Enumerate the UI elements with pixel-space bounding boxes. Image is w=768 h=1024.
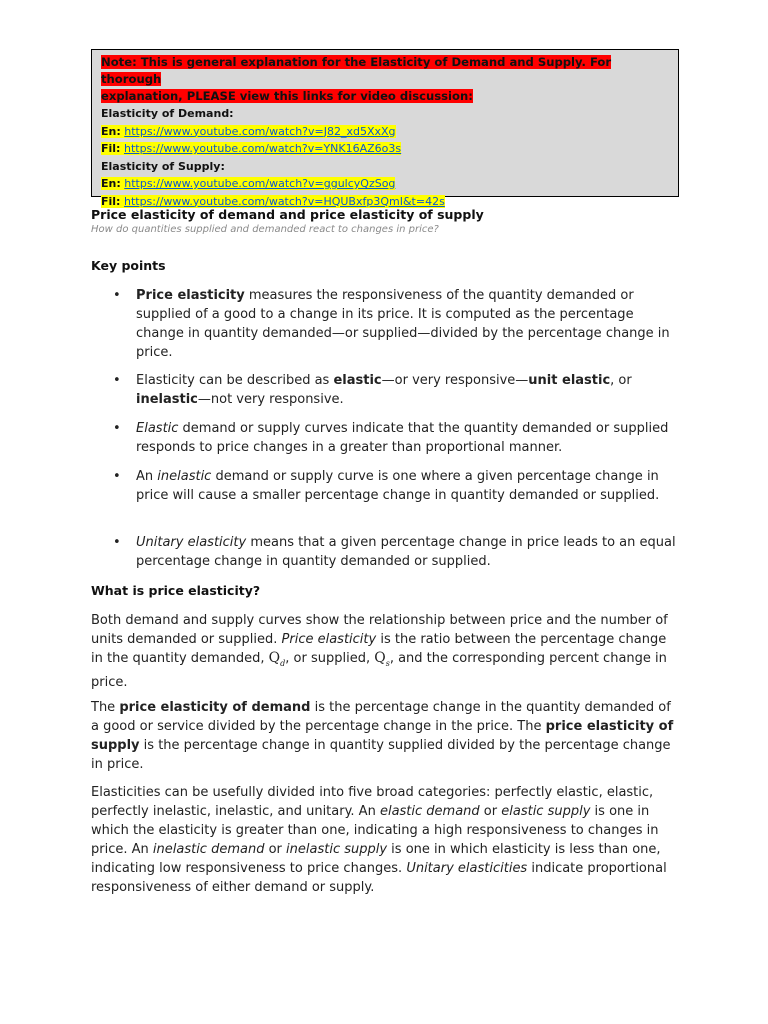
bullet-dot: • [113,288,121,303]
fil-label: Fil: [101,194,121,208]
bullet-item-2: Elasticity can be described as elastic—or very responsive—unit elastic, or inelastic—not very responsive. [136,373,632,407]
bullet-item-1: Price elasticity measures the responsiveness of the quantity demanded or supplied of a good to a change in its price. It is computed as the percentage change in quantity demanded—or supplied—divided by the percentage change in price. [136,288,670,360]
demand-fil-link[interactable]: https://www.youtube.com/watch?v=YNK16AZ6o3s [123,142,402,155]
page-title: Price elasticity of demand and price elasticity of supply [91,207,484,222]
demand-fil-row [101,140,669,158]
bullet-dot: • [113,373,121,388]
page-subtitle: How do quantities supplied and demanded react to changes in price? [91,224,439,235]
paragraph-1: Both demand and supply curves show the relationship between price and the number of units demanded or supplied. Price elasticity is the ratio between the percentage change in the quantity demanded, $Q_d$, or supplied, $Q_s$, and the corresponding percent change in price. [91,613,668,690]
en-label: En: [101,177,121,190]
supply-label: Elasticity of Supply: [101,159,225,173]
demand-en-link[interactable]: https://www.youtube.com/watch?v=J82_xd5XxXg [124,124,396,138]
supply-fil-link[interactable]: https://www.youtube.com/watch?v=HQUBxfp3QmI&t=42s [123,194,445,208]
paragraph-3: Elasticities can be usefully divided into five broad categories: perfectly elastic, elastic, perfectly inelastic, inelastic, and unitary. An elastic demand or elastic supply is one in which the elasticity is greater than one, indicating a high responsiveness to changes in price. An inelastic demand or inelastic supply is one in which elasticity is less than one, indicating low responsiveness to price changes. Unitary elasticities indicate proportional responsiveness of either demand or supply. [91,785,667,895]
bullet-item-4: An inelastic demand or supply curve is one where a given percentage change in price will cause a smaller percentage change in quantity demanded or supplied. [136,469,660,503]
demand-en-row [101,123,669,141]
paragraph-2: The price elasticity of demand is the percentage change in the quantity demanded of a good or service divided by the percentage change in the price. The price elasticity of supply is the percentage change in quantity supplied divided by the percentage change in price. [91,700,674,772]
note-text-line2: explanation, PLEASE view this links for video discussion: [101,89,473,103]
bullet-dot: • [113,469,121,484]
note-box [91,49,679,208]
bullet-dot: • [113,535,121,550]
what-is-heading: What is price elasticity? [91,583,261,598]
demand-label: Elasticity of Demand: [101,107,234,120]
bullet-item-3: Elastic demand or supply curves indicate that the quantity demanded or supplied responds to price changes in a greater than proportional manner. [136,421,669,455]
qs-symbol: $Q_s$ [374,650,390,668]
supply-en-link[interactable]: https://www.youtube.com/watch?v=ggulcyQzSog [124,177,396,190]
en-label: En: [101,124,121,138]
fil-label: Fil: [101,142,121,155]
note-text-line1: Note: This is general explanation for the Elasticity of Demand and Supply. For thorough [101,55,612,86]
qd-symbol: $Q_d$ [268,650,286,668]
key-points-heading: Key points [91,258,166,273]
supply-en-row [101,175,669,193]
bullet-item-5: Unitary elasticity means that a given percentage change in price leads to an equal percentage change in quantity demanded or supplied. [136,535,676,569]
bullet-dot: • [113,421,121,436]
